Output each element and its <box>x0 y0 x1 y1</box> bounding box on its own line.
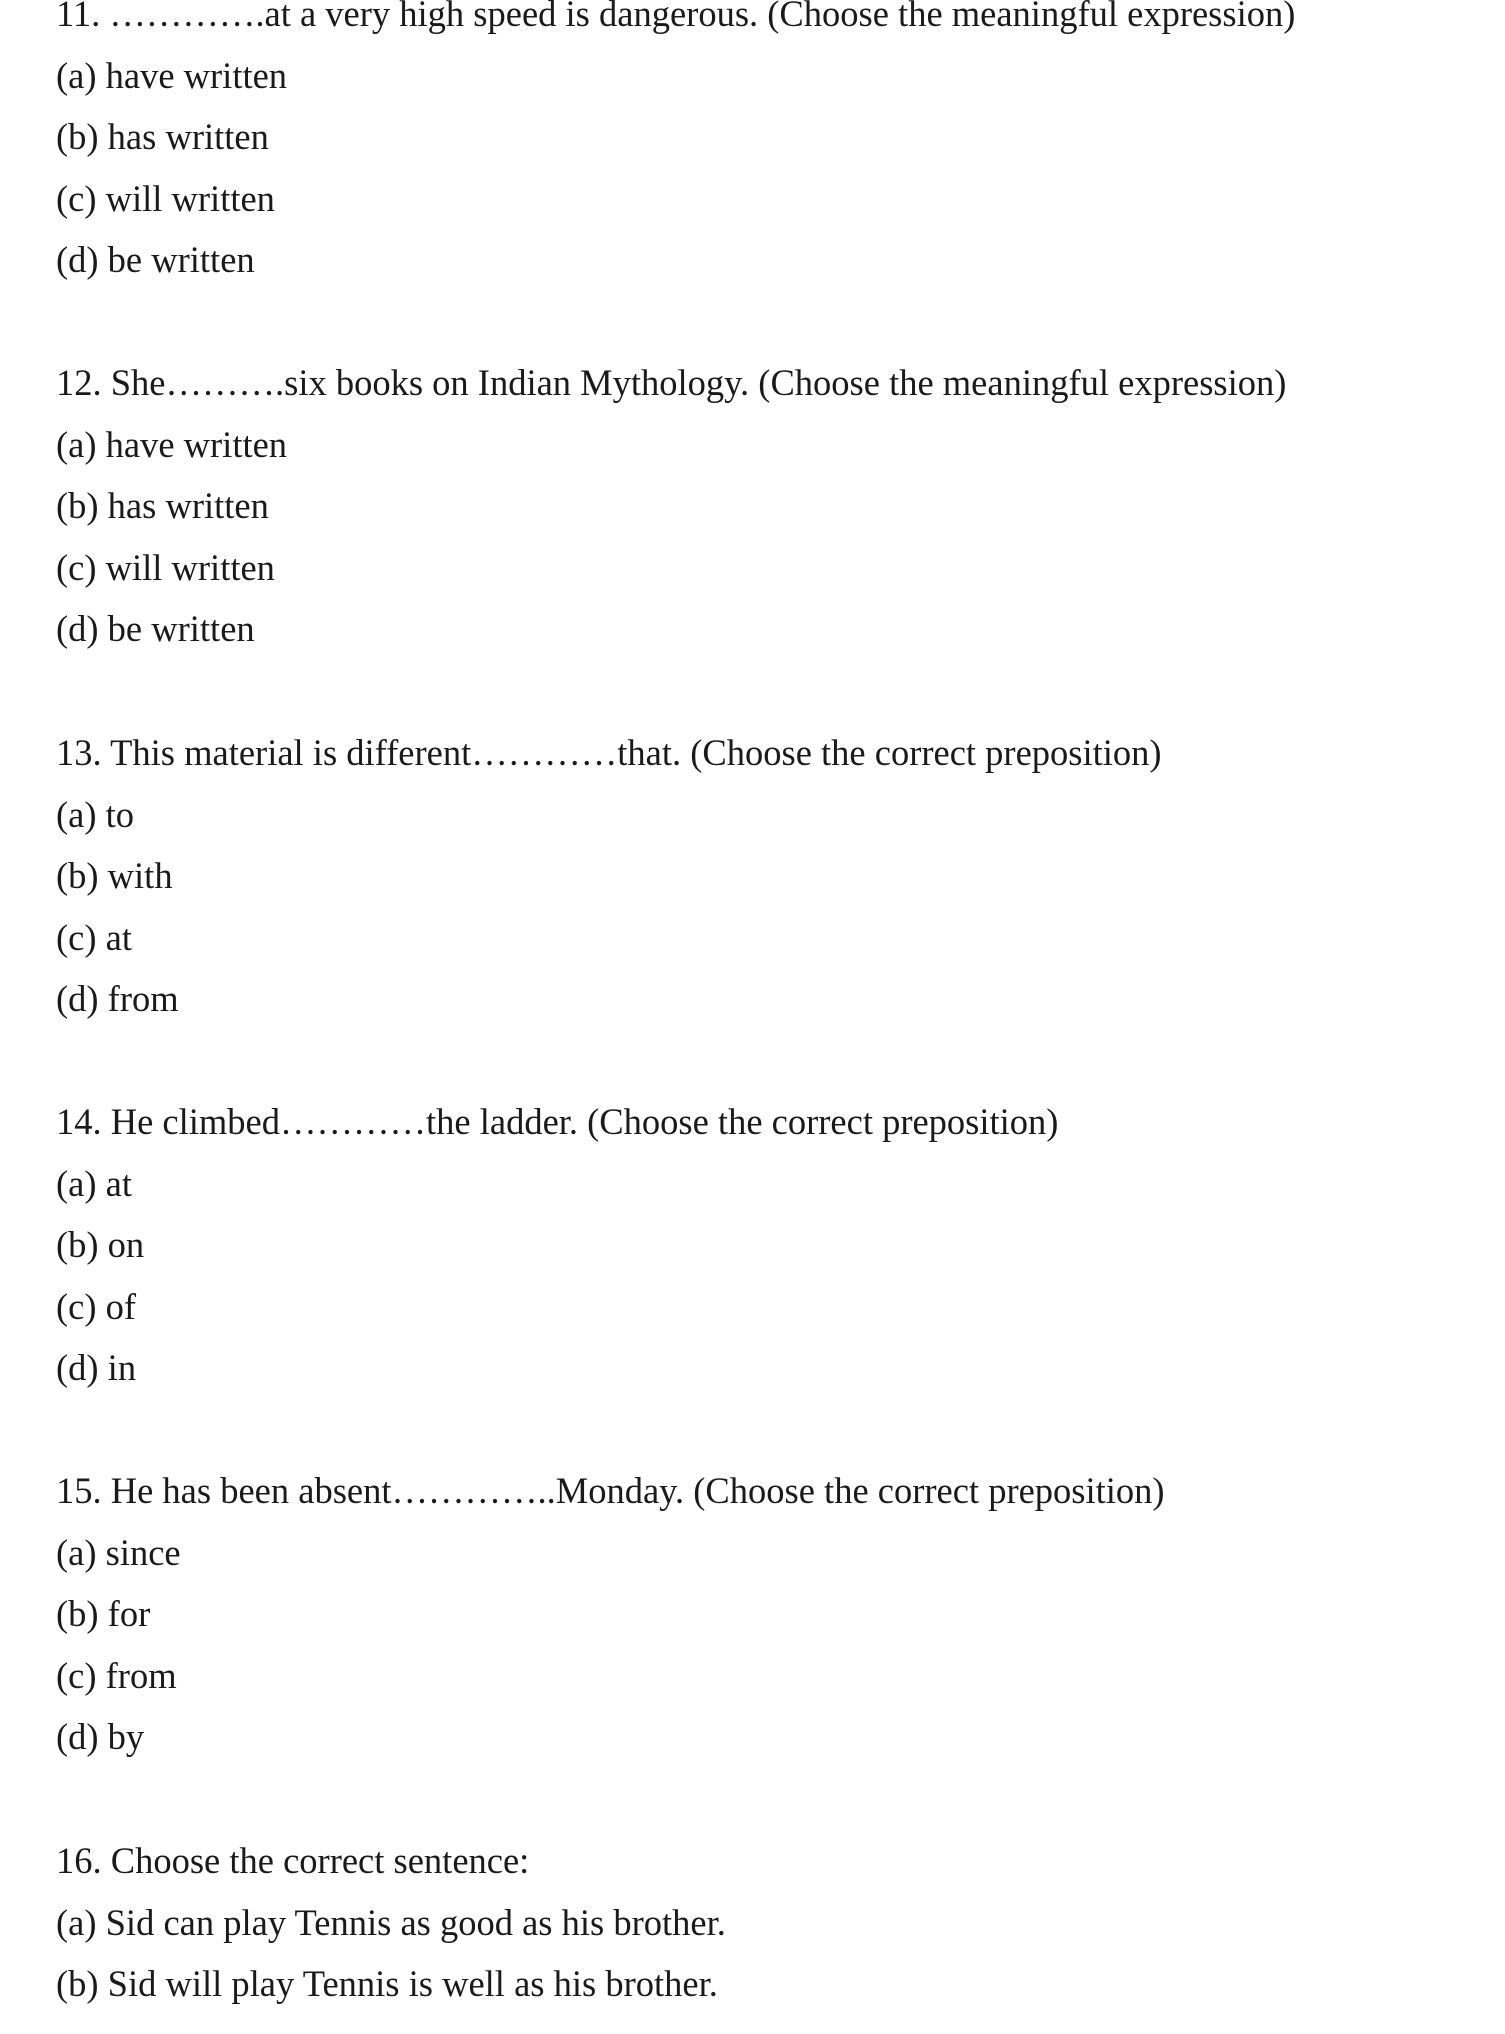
option-c: (c) will written <box>56 177 275 219</box>
option-a: (a) since <box>56 1531 181 1573</box>
question-stem: 13. This material is different…………that. (Choose the correct preposition) <box>56 732 1162 773</box>
option-a: (a) Sid can play Tennis as good as his brother. <box>56 1901 726 1943</box>
option-a: (a) at <box>56 1162 132 1204</box>
question-16 <box>56 1830 1476 2015</box>
question-stem: 15. He has been absent…………..Monday. (Choose the correct preposition) <box>56 1470 1165 1511</box>
option-b: (b) on <box>56 1224 145 1265</box>
option-list <box>56 45 1476 291</box>
option-c: (c) of <box>56 1285 137 1327</box>
option-d: (d) be written <box>56 239 255 280</box>
question-15 <box>56 1460 1476 1768</box>
option-c: (c) will written <box>56 546 275 588</box>
option-d: (d) be written <box>56 608 255 649</box>
option-b: (b) has written <box>56 485 269 526</box>
option-b: (b) has written <box>56 116 269 157</box>
option-list <box>56 784 1476 1030</box>
question-11 <box>56 0 1476 291</box>
option-b: (b) with <box>56 855 173 896</box>
option-list <box>56 1522 1476 1768</box>
question-stem: 11. ………….at a very high speed is dangerous. (Choose the meaningful expression) <box>56 0 1296 34</box>
question-14 <box>56 1091 1476 1399</box>
option-list <box>56 1153 1476 1399</box>
option-d: (d) from <box>56 978 179 1019</box>
question-stem: 14. He climbed…………the ladder. (Choose the correct preposition) <box>56 1101 1059 1142</box>
question-stem: 16. Choose the correct sentence: <box>56 1840 530 1881</box>
option-b: (b) for <box>56 1593 151 1634</box>
option-a: (a) have written <box>56 54 288 96</box>
option-d: (d) in <box>56 1347 137 1388</box>
option-a: (a) have written <box>56 423 288 465</box>
option-b: (b) Sid will play Tennis is well as his brother. <box>56 1963 718 2004</box>
option-list <box>56 1892 1476 2015</box>
option-c: (c) at <box>56 916 132 958</box>
question-12 <box>56 352 1476 660</box>
option-c: (c) from <box>56 1654 177 1696</box>
question-13 <box>56 722 1476 1030</box>
option-list <box>56 414 1476 660</box>
question-stem: 12. She……….six books on Indian Mythology. (Choose the meaningful expression) <box>56 362 1287 403</box>
option-d: (d) by <box>56 1716 145 1757</box>
option-a: (a) to <box>56 793 135 835</box>
